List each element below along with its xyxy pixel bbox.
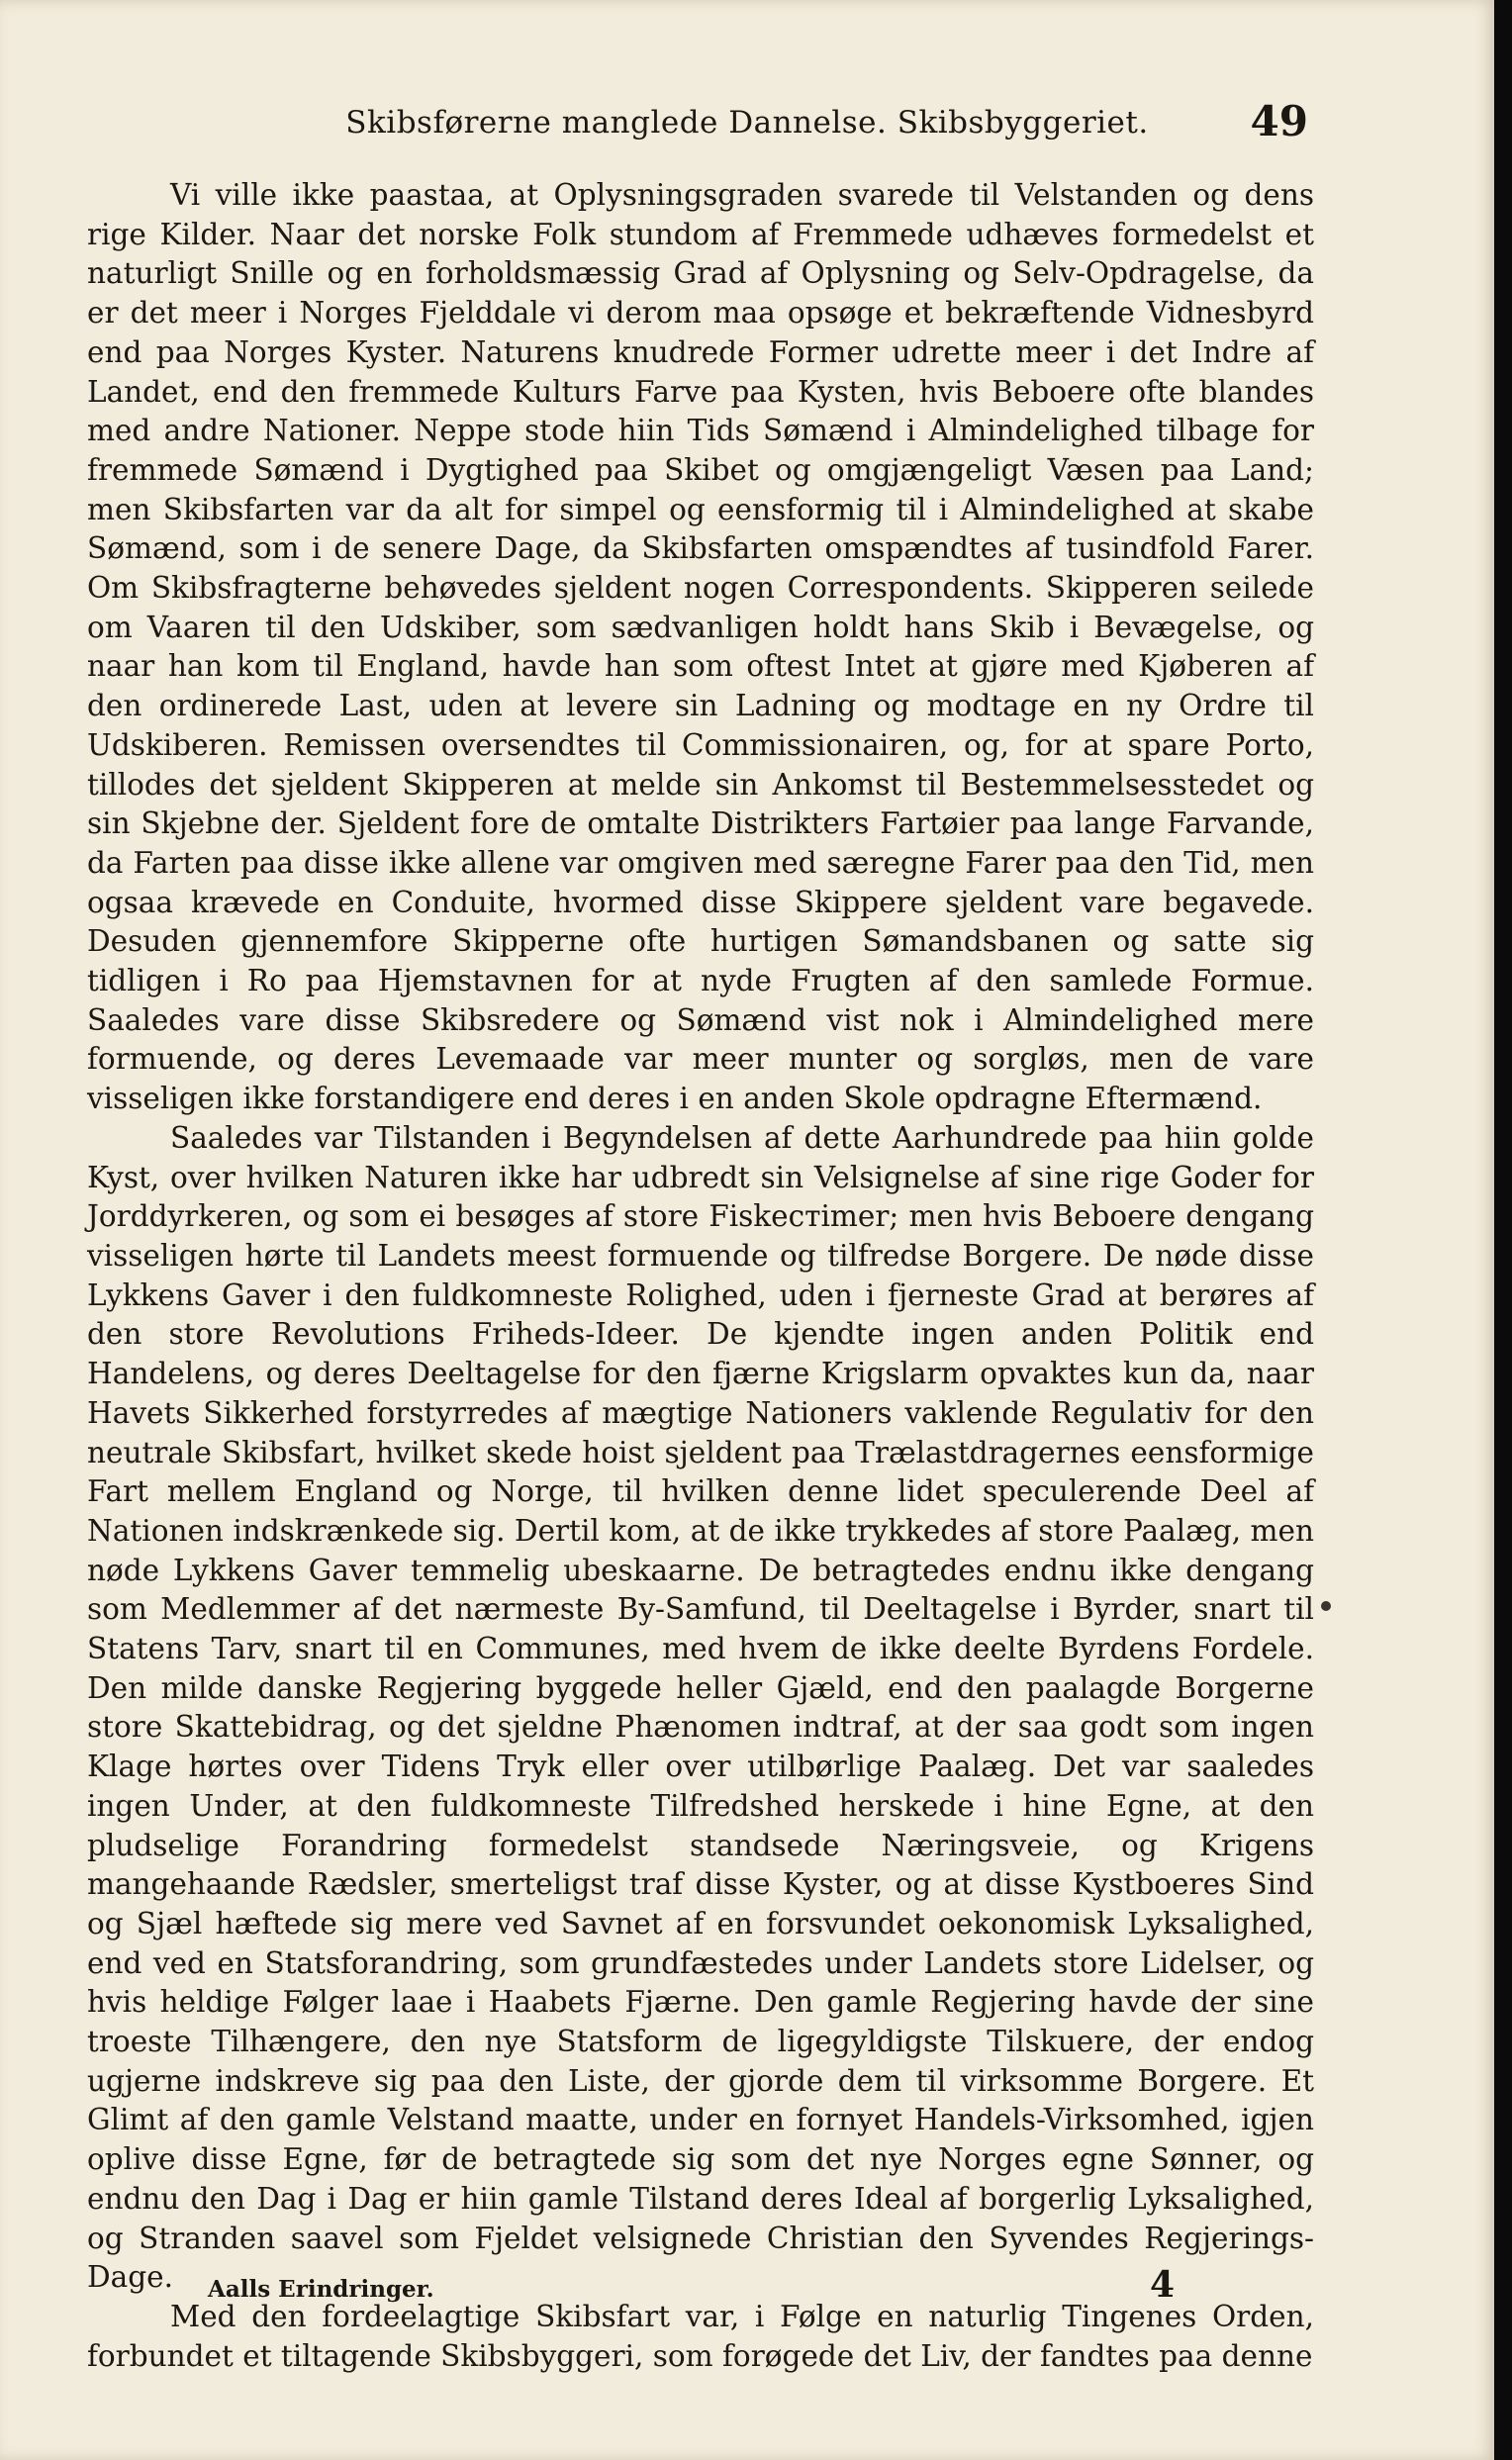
paragraph-1: Vi ville ikke paastaa, at Oplysningsgraden svarede til Velstanden og dens rige Kilder. Naar det norske Folk stundom af Fremmede udhæves formedelst et naturligt Snille og en forholdsmæssig Grad af Oplysning og Selv-Opdragelse, da er det meer i Norges Fjelddale vi derom maa opsøge et bekræftende Vidnesbyrd end paa Norges Kyster. Naturens knudrede Former udrette meer i det Indre af Landet, end den fremmede Kulturs Farve paa Kysten, hvis Beboere ofte blandes med andre Nationer. Neppe stode hiin Tids Sømænd i Almindelighed tilbage for fremmede Sømænd i Dygtighed paa Skibet og omgjængeligt Væsen paa Land; men Skibsfarten var da alt for simpel og eensformig til i Almindelighed at skabe Sømænd, som i de senere Dage, da Skibsfarten omspændtes af tusindfold Farer. Om Skibsfragterne behøvedes sjeldent nogen Correspondents. Skipperen seilede om Vaaren til den Udskiber, som sædvanligen holdt hans Skib i Bevægelse, og naar han kom til England, havde han som oftest Intet at gjøre med Kjøberen af den ordinerede Last, uden at levere sin Ladning og modtage en ny Ordre til Udskiberen. Remissen oversendtes til Commissionairen, og, for at spare Porto, tillodes det sjeldent Skipperen at melde sin Ankomst til Bestemmelsesstedet og sin Skjebne der. Sjeldent fore de omtalte Distrikters Fartøier paa lange Farvande, da Farten paa disse ikke allene var omgiven med særegne Farer paa den Tid, men ogsaa krævede en Conduite, hvormed disse Skippere sjeldent vare begavede. Desuden gjennemfore Skipperne ofte hurtigen Sømandsbanen og satte sig tidligen i Ro paa Hjemstavnen for at nyde Frugten af den samlede Formue. Saaledes vare disse Skibsredere og Sømænd vist nok i Almindelighed mere formuende, og deres Levemaade var meer munter og sorgløs, men de vare visseligen ikke forstandigere end deres i en anden Skole opdragne Eftermænd.	[87, 178, 1314, 1116]
signature-mark: Aalls Erindringer.	[208, 2276, 434, 2303]
paragraph-2: Saaledes var Tilstanden i Begyndelsen af dette Aarhundrede paa hiin golde Kyst, over hvilken Naturen ikke har udbredt sin Velsignelse af sine rige Goder for Jorddyrkeren, og som ei besøges af store Fiskeстimer; men hvis Beboere dengang visseligen hørte til Landets meest formuende og tilfredse Borgere. De nøde disse Lykkens Gaver i den fuldkomneste Rolighed, uden i fjerneste Grad at berøres af den store Revolutions Friheds-Ideer. De kjendte ingen anden Politik end Handelens, og deres Deeltagelse for den fjærne Krigslarm opvaktes kun da, naar Havets Sikkerhed forstyrredes af mægtige Nationers vaklende Regulativ for den neutrale Skibsfart, hvilket skede hoist sjeldent paa Trælastdragernes eensformige Fart mellem England og Norge, til hvilken denne lidet speculerende Deel af Nationen indskrænkede sig. Dertil kom, at de ikke trykkedes af store Paalæg, men nøde Lykkens Gaver temmelig ubeskaarne. De betragtedes endnu ikke dengang som Medlemmer af det nærmeste By-Samfund, til Deeltagelse i Byrder, snart til Statens Tarv, snart til en Communes, med hvem de ikke deelte Byrdens Fordele. Den milde danske Regjering byggede heller Gjæld, end den paalagde Borgerne store Skattebidrag, og det sjeldne Phænomen indtraf, at der saa godt som ingen Klage hørtes over Tidens Tryk eller over utilbørlige Paalæg. Det var saaledes ingen Under, at den fuldkomneste Tilfredshed herskede i hine Egne, at den pludselige Forandring formedelst standsede Næringsveie, og Krigens mangehaande Rædsler, smerteligst traf disse Kyster, og at disse Kystboeres Sind og Sjæl hæftede sig mere ved Savnet af en forsvundet oekonomisk Lyksalighed, end ved en Statsforandring, som grundfæstedes under Landets store Lidelser, og hvis heldige Følger laae i Haabets Fjærne. Den gamle Regjering havde der sine troeste Tilhængere, den nye Statsform de ligegyldigste Tilskuere, der endog ugjerne indskreve sig paa den Liste, der gjorde dem til virksomme Borgere. Et Glimt af den gamle Velstand maatte, under en fornyet Handels-Virksomhed, igjen oplive disse Egne, før de betragtede sig som det nye Norges egne Sønner, og endnu den Dag i Dag er hiin gamle Tilstand deres Ideal af borgerlig Lyksalighed, og Stranden saavel som Fjeldet velsignede Christian den Syvendes Regjerings-Dage.	[87, 1120, 1314, 2295]
page-header	[0, 97, 1494, 156]
body-text	[87, 176, 1314, 2376]
sheet-number: 4	[1150, 2264, 1176, 2306]
paragraph-3: Med den fordeelagtige Skibsfart var, i Følge en naturlig Tingenes Orden, forbundet et tiltagende Skibsbyggeri, som forøgede det Liv, der fandtes paa denne	[87, 2299, 1314, 2373]
ink-blot	[1321, 1601, 1331, 1611]
page-number: 49	[1250, 97, 1308, 145]
running-head: Skibsførerne manglede Dannelse. Skibsbyggeriet.	[345, 105, 1149, 141]
